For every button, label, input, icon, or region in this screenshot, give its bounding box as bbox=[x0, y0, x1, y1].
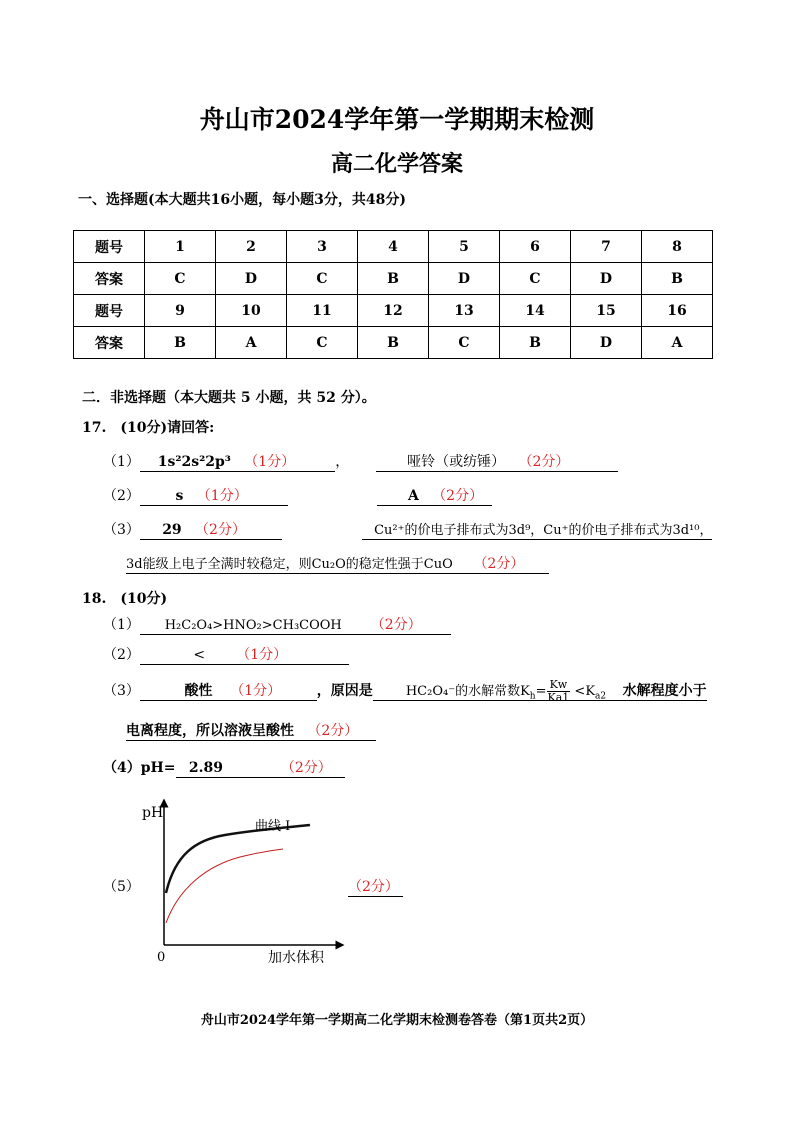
q18-header: 18. (10分) bbox=[82, 591, 168, 607]
curve-2 bbox=[166, 849, 283, 923]
part-label: （2） bbox=[103, 488, 140, 504]
reason-subscript: h bbox=[529, 691, 536, 702]
table-cell: B bbox=[642, 263, 713, 295]
part-label: （3） bbox=[103, 522, 140, 538]
score-text: （1分） bbox=[196, 488, 248, 504]
table-cell: 16 bbox=[642, 295, 713, 327]
table-row bbox=[74, 263, 713, 295]
table-cell: C bbox=[500, 263, 571, 295]
table-cell: 8 bbox=[642, 231, 713, 263]
section-1-heading: 一、选择题(本大题共16小题，每小题3分，共48分) bbox=[78, 192, 406, 208]
table-cell: 4 bbox=[358, 231, 429, 263]
part-label: （2） bbox=[103, 647, 140, 663]
table-cell: 5 bbox=[429, 231, 500, 263]
table-cell: 15 bbox=[571, 295, 642, 327]
q18-part1 bbox=[103, 614, 451, 634]
answer-text: 哑铃（或纺锤） bbox=[407, 454, 506, 470]
y-axis-label: pH bbox=[142, 805, 164, 821]
q18-part4 bbox=[103, 757, 345, 777]
score-text: （2分） bbox=[280, 760, 332, 776]
q18-part2 bbox=[103, 644, 349, 664]
table-cell: B bbox=[145, 327, 216, 359]
section-2-heading: 二．非选择题（本大题共 5 小题，共 52 分）。 bbox=[82, 390, 376, 406]
page-title: 舟山市2024学年第一学期期末检测 bbox=[199, 105, 595, 134]
row-label: 题号 bbox=[74, 295, 145, 327]
answer-text: 29 bbox=[162, 522, 182, 538]
q17-part2 bbox=[103, 485, 492, 505]
table-cell: 14 bbox=[500, 295, 571, 327]
table-cell: C bbox=[429, 327, 500, 359]
comparison-text: <K bbox=[574, 684, 596, 699]
table-cell: 12 bbox=[358, 295, 429, 327]
table-cell: B bbox=[358, 327, 429, 359]
table-cell: B bbox=[500, 327, 571, 359]
table-cell: 1 bbox=[145, 231, 216, 263]
comparison-subscript: a2 bbox=[595, 691, 607, 702]
q18-part5-label: （5） bbox=[103, 879, 140, 895]
answer-text: H₂C₂O₄>HNO₂>CH₃COOH bbox=[164, 618, 342, 633]
score-text: （1分） bbox=[230, 683, 282, 699]
origin-label: 0 bbox=[157, 950, 166, 965]
explanation-text: 电离程度，所以溶液呈酸性 bbox=[126, 723, 294, 739]
fraction-denominator: Ka1 bbox=[547, 691, 570, 704]
reason-text: HC₂O₄⁻的水解常数K bbox=[405, 684, 530, 699]
score-text: （1分） bbox=[244, 454, 296, 470]
table-cell: 9 bbox=[145, 295, 216, 327]
table-cell: C bbox=[287, 263, 358, 295]
q18-part5-score bbox=[348, 876, 403, 896]
q17-header: 17. (10分)请回答: bbox=[82, 420, 215, 436]
q18-part3: （3） 酸性 （1分） ，原因是 HC₂O₄⁻的水解常数$K_h=$ $\frac{Kw}{Ka1}$ $<K_{a2}$ 水解程度小于 bbox=[103, 678, 707, 704]
table-row bbox=[74, 231, 713, 263]
part-label: （3） bbox=[103, 683, 140, 699]
table-cell: 3 bbox=[287, 231, 358, 263]
answer-table bbox=[73, 230, 713, 359]
row-label: 题号 bbox=[74, 231, 145, 263]
answer-text: 酸性 bbox=[184, 683, 213, 699]
score-text: （2分） bbox=[370, 617, 422, 633]
answer-text: A bbox=[407, 488, 419, 504]
answer-text: 1s²2s²2p³ bbox=[157, 454, 231, 470]
separator: ， bbox=[335, 454, 350, 470]
table-cell: 11 bbox=[287, 295, 358, 327]
reason-label: ，原因是 bbox=[316, 683, 373, 699]
part-label: （1） bbox=[103, 454, 140, 470]
x-axis-label: 加水体积 bbox=[268, 950, 324, 966]
q17-part3 bbox=[103, 519, 712, 539]
q18-part3-line2 bbox=[126, 720, 376, 740]
reason-tail: 水解程度小于 bbox=[622, 683, 707, 699]
q17-part3-line2 bbox=[126, 553, 549, 573]
answer-text: s bbox=[175, 488, 184, 504]
answer-text: < bbox=[193, 647, 206, 663]
table-row bbox=[74, 295, 713, 327]
table-cell: C bbox=[145, 263, 216, 295]
table-cell: D bbox=[429, 263, 500, 295]
page-footer: 舟山市2024学年第一学期高二化学期末检测卷答卷（第1页共2页） bbox=[200, 1013, 594, 1028]
explanation-text: 3d能级上电子全满时较稳定，则Cu₂O的稳定性强于CuO bbox=[126, 557, 453, 572]
explanation-text: Cu²⁺的价电子排布式为3d⁹，Cu⁺的价电子排布式为3d¹⁰， bbox=[374, 523, 713, 538]
answer-text: 2.89 bbox=[188, 760, 223, 776]
row-label: 答案 bbox=[74, 327, 145, 359]
table-cell: 13 bbox=[429, 295, 500, 327]
table-cell: A bbox=[642, 327, 713, 359]
page-subtitle: 高二化学答案 bbox=[330, 151, 463, 177]
part-label: （4）pH= bbox=[103, 760, 176, 776]
ph-dilution-graph bbox=[135, 795, 345, 970]
fraction bbox=[547, 679, 571, 704]
curve-1 bbox=[166, 825, 310, 893]
table-cell: 7 bbox=[571, 231, 642, 263]
score-text: （2分） bbox=[348, 879, 399, 895]
fraction-numerator: Kw bbox=[547, 679, 571, 692]
table-cell: D bbox=[571, 327, 642, 359]
q17-part1 bbox=[103, 451, 618, 471]
table-cell: D bbox=[216, 263, 287, 295]
part-label: （1） bbox=[103, 617, 140, 633]
curve-label: 曲线 I bbox=[255, 819, 291, 834]
score-text: （2分） bbox=[432, 488, 484, 504]
table-row bbox=[74, 327, 713, 359]
table-cell: D bbox=[571, 263, 642, 295]
score-text: （2分） bbox=[307, 723, 359, 739]
row-label: 答案 bbox=[74, 263, 145, 295]
score-text: （2分） bbox=[195, 522, 246, 538]
score-text: （2分） bbox=[473, 556, 525, 572]
table-cell: 2 bbox=[216, 231, 287, 263]
score-text: （2分） bbox=[518, 454, 570, 470]
table-cell: C bbox=[287, 327, 358, 359]
table-cell: A bbox=[216, 327, 287, 359]
table-cell: 6 bbox=[500, 231, 571, 263]
score-text: （1分） bbox=[236, 647, 288, 663]
table-cell: B bbox=[358, 263, 429, 295]
table-cell: 10 bbox=[216, 295, 287, 327]
